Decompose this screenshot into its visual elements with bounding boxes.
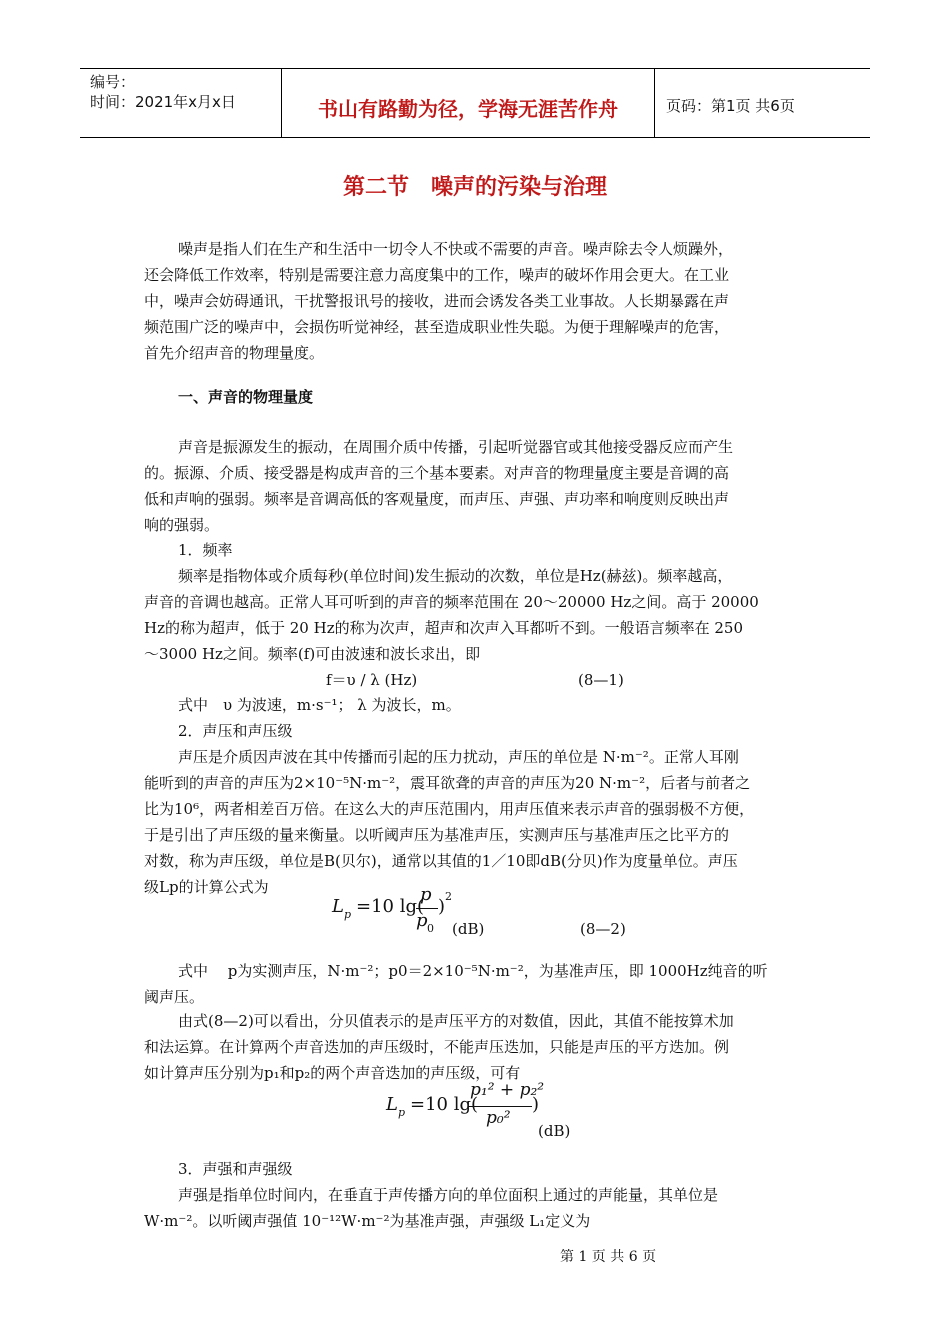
- page-footer: 第 1 页 共 6 页: [560, 1249, 657, 1265]
- formula-denominator: p: [416, 910, 428, 931]
- formula-lhs-sub: p: [398, 1106, 406, 1119]
- formula-square: 2: [445, 890, 452, 903]
- motto: 书山有路勤为径，学海无涯苦作舟: [318, 97, 618, 121]
- formula-lhs-sub: p: [344, 908, 352, 921]
- id-label: 编号：: [90, 73, 136, 91]
- paragraph-line: 和法运算。在计算两个声音迭加的声压级时，不能声压迭加，只能是声压的平方迭加。例: [144, 1038, 730, 1056]
- formula-unit: (dB): [452, 920, 485, 938]
- formula-lhs: L: [386, 1094, 398, 1115]
- paragraph-line: 频范围广泛的噪声中，会损伤听觉神经，甚至造成职业性失聪。为便于理解噪声的危害，: [144, 318, 730, 336]
- paragraph-line: 对数，称为声压级，单位是B(贝尔)，通常以其值的1／10即dB(分贝)作为度量单位。声压: [144, 852, 738, 870]
- paragraph-line: 中，噪声会妨碍通讯，干扰警报讯号的接收，进而会诱发各类工业事故。人长期暴露在声: [144, 292, 730, 310]
- formula-numerator: p: [420, 884, 432, 905]
- section-title: 第二节 噪声的污染与治理: [342, 175, 607, 200]
- subsection-heading: 3．声强和声强级: [178, 1160, 293, 1178]
- section-heading: 一、声音的物理量度: [178, 388, 314, 406]
- formula-number: (8—2): [580, 920, 626, 938]
- formula-sum: [386, 1080, 606, 1144]
- fraction-bar: [416, 908, 438, 909]
- formula-number: (8—1): [578, 671, 624, 689]
- subsection-heading: 2．声压和声压级: [178, 722, 293, 740]
- paragraph-line: Hz的称为超声，低于 20 Hz的称为次声，超声和次声入耳都听不到。一般语言频率在 250: [144, 619, 743, 637]
- paragraph-line: 式中 p为实测声压，N·m⁻²；p0＝2×10⁻⁵N·m⁻²，为基准声压，即 1000Hz纯音的听: [178, 962, 768, 980]
- formula-close: ): [438, 896, 446, 917]
- paragraph-line: 式中 υ 为波速，m·s⁻¹； λ 为波长，m。: [178, 696, 461, 714]
- paragraph-line: 声音是振源发生的振动，在周围介质中传播，引起听觉器官或其他接受器反应而产生: [178, 438, 734, 456]
- paragraph-line: 比为10⁶，两者相差百万倍。在这么大的声压范围内，用声压值来表示声音的强弱极不方便，: [144, 800, 755, 818]
- page-label: 页码：第1页 共6页: [666, 97, 795, 115]
- paragraph-line: 低和声响的强弱。频率是音调高低的客观量度，而声压、声强、声功率和响度则反映出声: [144, 490, 730, 508]
- paragraph-line: 级Lp的计算公式为: [144, 878, 269, 896]
- paragraph-line: 声音的音调也越高。正常人耳可听到的声音的频率范围在 20～20000 Hz之间。高于 20000: [144, 593, 759, 611]
- paragraph-line: 阈声压。: [144, 988, 205, 1006]
- formula-eq: =10 lg(: [356, 896, 425, 917]
- paragraph-line: 的。振源、介质、接受器是构成声音的三个基本要素。对声音的物理量度主要是音调的高: [144, 464, 730, 482]
- formula-eq: =10 lg(: [410, 1094, 479, 1115]
- fraction-bar: [468, 1106, 532, 1107]
- paragraph-line: 还会降低工作效率，特别是需要注意力高度集中的工作，噪声的破坏作用会更大。在工业: [144, 266, 730, 284]
- formula-close: ): [532, 1094, 540, 1115]
- paragraph-line: 能听到的声音的声压为2×10⁻⁵N·m⁻²，震耳欲聋的声音的声压为20 N·m⁻²，后者与前者之: [144, 774, 751, 792]
- formula-8-1: f＝υ / λ (Hz): [326, 671, 418, 689]
- paragraph-line: 噪声是指人们在生产和生活中一切令人不快或不需要的声音。噪声除去令人烦躁外，: [178, 240, 734, 258]
- paragraph-line: 频率是指物体或介质每秒(单位时间)发生振动的次数，单位是Hz(赫兹)。频率越高，: [178, 567, 733, 585]
- paragraph-line: 如计算声压分别为p₁和p₂的两个声音迭加的声压级，可有: [144, 1064, 521, 1082]
- paragraph-line: 声强是指单位时间内，在垂直于声传播方向的单位面积上通过的声能量，其单位是: [178, 1186, 719, 1204]
- paragraph-line: ～3000 Hz之间。频率(f)可由波速和波长求出，即: [144, 645, 481, 663]
- document-header: [80, 68, 870, 138]
- paragraph-line: W·m⁻²。以听阈声强值 10⁻¹²W·m⁻²为基准声强，声强级 L₁定义为: [144, 1212, 591, 1230]
- header-motto-cell: [281, 69, 655, 137]
- paragraph-line: 首先介绍声音的物理量度。: [144, 344, 325, 362]
- paragraph-line: 由式(8—2)可以看出，分贝值表示的是声压平方的对数值，因此，其值不能按算术加: [178, 1012, 734, 1030]
- formula-numerator: p₁² + p₂²: [470, 1080, 545, 1100]
- subsection-heading: 1．频率: [178, 541, 233, 559]
- paragraph-line: 于是引出了声压级的量来衡量。以听阈声压为基准声压，实测声压与基准声压之比平方的: [144, 826, 730, 844]
- formula-lhs: L: [332, 896, 344, 917]
- formula-8-2: [332, 884, 632, 948]
- header-page-cell: [654, 69, 870, 137]
- header-meta-cell: [80, 69, 280, 137]
- formula-denominator: p₀²: [486, 1108, 511, 1128]
- formula-unit: (dB): [538, 1122, 571, 1140]
- paragraph-line: 声压是介质因声波在其中传播而引起的压力扰动，声压的单位是 N·m⁻²。正常人耳刚: [178, 748, 739, 766]
- time-label: 时间：2021年x月x日: [90, 93, 236, 111]
- formula-den-sub: 0: [427, 922, 434, 935]
- paragraph-line: 响的强弱。: [144, 516, 220, 534]
